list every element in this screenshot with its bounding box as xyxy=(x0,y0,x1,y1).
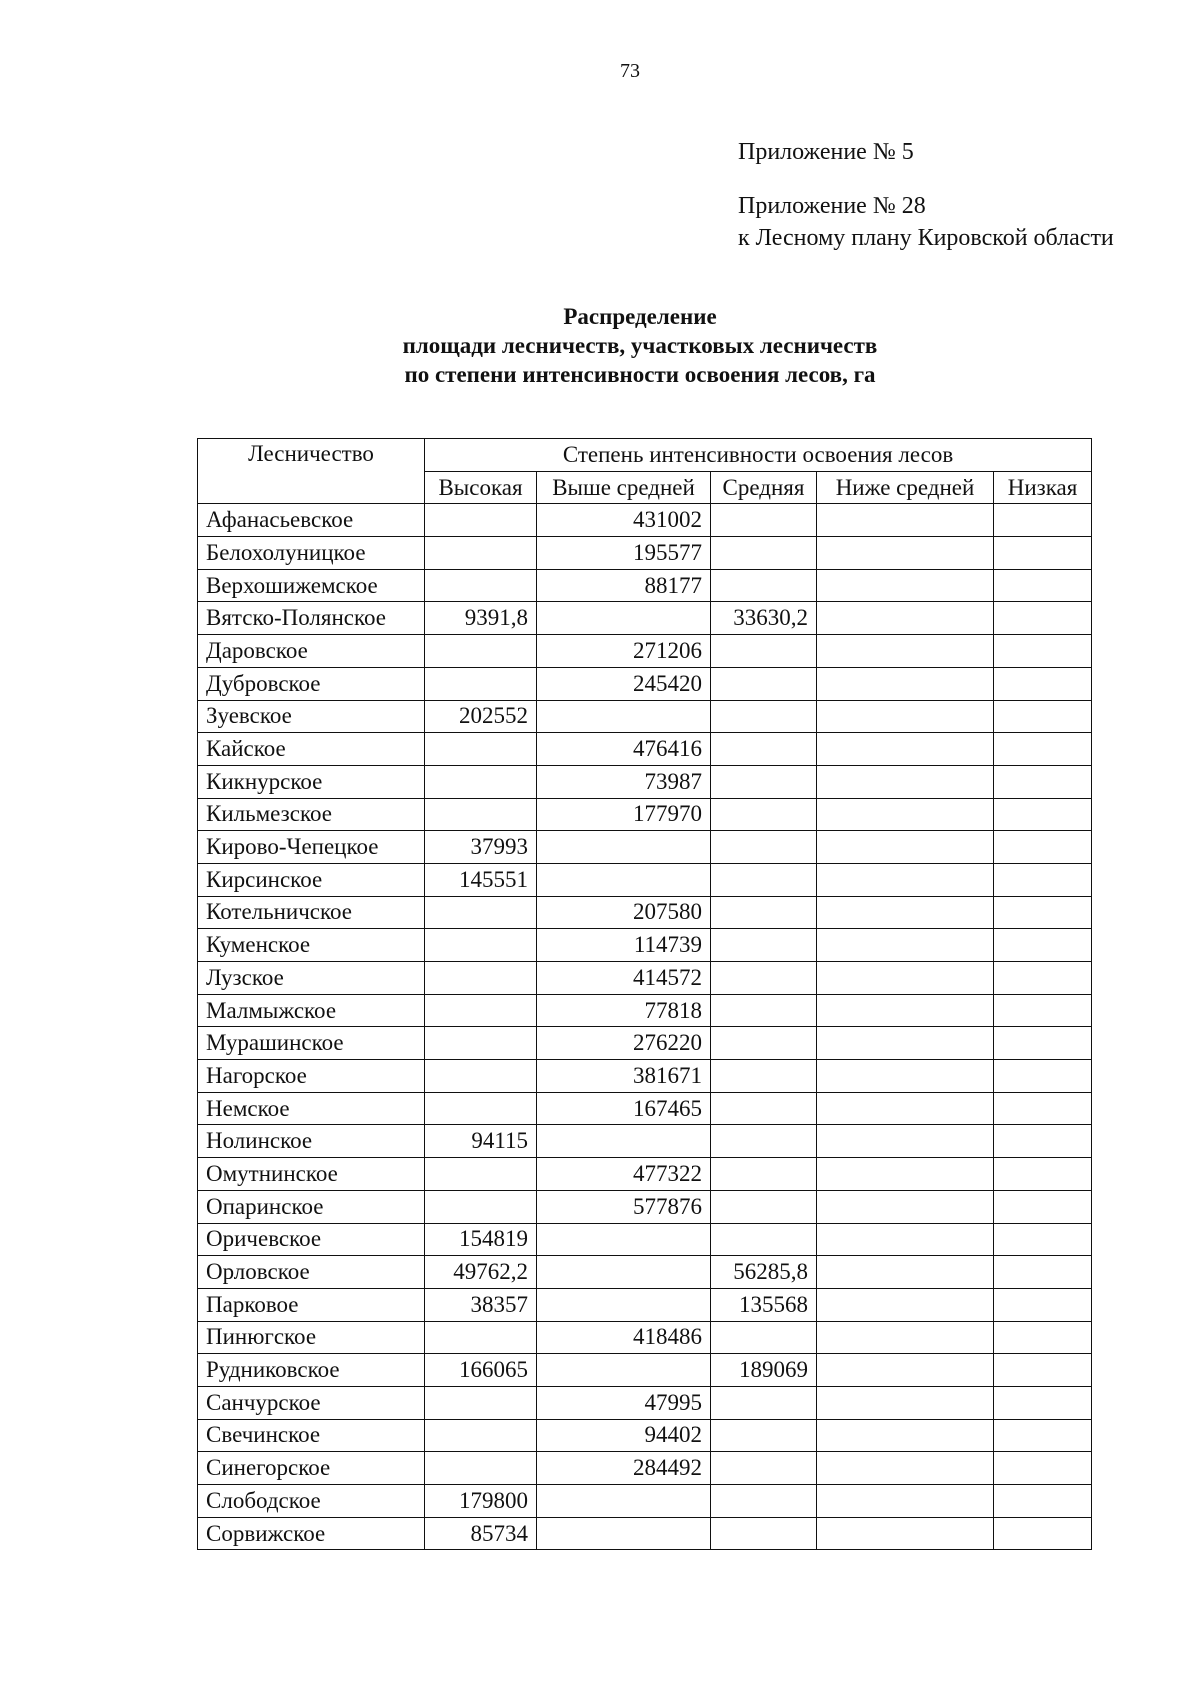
cell-below-average xyxy=(817,1485,994,1518)
cell-high xyxy=(425,994,537,1027)
cell-average xyxy=(711,569,817,602)
table-row xyxy=(198,1060,1092,1093)
cell-above-average: 418486 xyxy=(537,1321,711,1354)
cell-low xyxy=(994,896,1092,929)
table-row xyxy=(198,929,1092,962)
cell-above-average: 177970 xyxy=(537,798,711,831)
cell-average xyxy=(711,667,817,700)
cell-forestry-name: Сорвижское xyxy=(198,1517,425,1550)
cell-above-average: 77818 xyxy=(537,994,711,1027)
cell-above-average: 114739 xyxy=(537,929,711,962)
cell-below-average xyxy=(817,1452,994,1485)
cell-low xyxy=(994,863,1092,896)
cell-forestry-name: Орловское xyxy=(198,1256,425,1289)
cell-low xyxy=(994,1092,1092,1125)
cell-average: 135568 xyxy=(711,1288,817,1321)
cell-high xyxy=(425,1419,537,1452)
cell-above-average: 276220 xyxy=(537,1027,711,1060)
table-row xyxy=(198,1256,1092,1289)
cell-forestry-name: Слободское xyxy=(198,1485,425,1518)
cell-below-average xyxy=(817,831,994,864)
cell-high xyxy=(425,798,537,831)
cell-low xyxy=(994,1485,1092,1518)
cell-forestry-name: Дубровское xyxy=(198,667,425,700)
cell-forestry-name: Белохолуницкое xyxy=(198,537,425,570)
cell-above-average: 381671 xyxy=(537,1060,711,1093)
table-row xyxy=(198,1190,1092,1223)
cell-low xyxy=(994,602,1092,635)
cell-average xyxy=(711,863,817,896)
cell-below-average xyxy=(817,1288,994,1321)
header-high: Высокая xyxy=(425,471,537,504)
cell-low xyxy=(994,635,1092,668)
cell-high: 85734 xyxy=(425,1517,537,1550)
cell-low xyxy=(994,1419,1092,1452)
cell-average xyxy=(711,1223,817,1256)
cell-low xyxy=(994,1125,1092,1158)
cell-below-average xyxy=(817,1223,994,1256)
cell-forestry-name: Санчурское xyxy=(198,1386,425,1419)
cell-forestry-name: Малмыжское xyxy=(198,994,425,1027)
cell-above-average xyxy=(537,700,711,733)
cell-high xyxy=(425,569,537,602)
cell-average xyxy=(711,896,817,929)
table-row xyxy=(198,1517,1092,1550)
cell-above-average xyxy=(537,1223,711,1256)
cell-high xyxy=(425,1060,537,1093)
cell-average xyxy=(711,1060,817,1093)
cell-below-average xyxy=(817,1125,994,1158)
cell-high xyxy=(425,537,537,570)
cell-high: 154819 xyxy=(425,1223,537,1256)
cell-average xyxy=(711,1321,817,1354)
cell-low xyxy=(994,1060,1092,1093)
cell-low xyxy=(994,1386,1092,1419)
table-row xyxy=(198,831,1092,864)
cell-average xyxy=(711,798,817,831)
table-row xyxy=(198,1354,1092,1387)
cell-low xyxy=(994,1223,1092,1256)
cell-high xyxy=(425,929,537,962)
cell-forestry-name: Нагорское xyxy=(198,1060,425,1093)
cell-average xyxy=(711,1125,817,1158)
cell-below-average xyxy=(817,1158,994,1191)
cell-above-average: 167465 xyxy=(537,1092,711,1125)
cell-average xyxy=(711,1517,817,1550)
cell-forestry-name: Кикнурское xyxy=(198,765,425,798)
cell-above-average xyxy=(537,831,711,864)
cell-high xyxy=(425,635,537,668)
cell-low xyxy=(994,962,1092,995)
cell-above-average: 88177 xyxy=(537,569,711,602)
cell-average xyxy=(711,733,817,766)
cell-below-average xyxy=(817,537,994,570)
cell-low xyxy=(994,667,1092,700)
cell-forestry-name: Свечинское xyxy=(198,1419,425,1452)
cell-forestry-name: Синегорское xyxy=(198,1452,425,1485)
cell-average xyxy=(711,537,817,570)
table-row xyxy=(198,863,1092,896)
cell-high xyxy=(425,962,537,995)
cell-forestry-name: Куменское xyxy=(198,929,425,962)
appendix-28-block xyxy=(738,190,1114,254)
appendix-28-subtitle: к Лесному плану Кировской области xyxy=(738,225,1114,251)
cell-above-average: 414572 xyxy=(537,962,711,995)
table-row xyxy=(198,896,1092,929)
table-row xyxy=(198,1321,1092,1354)
cell-forestry-name: Кильмезское xyxy=(198,798,425,831)
cell-average xyxy=(711,700,817,733)
table-body xyxy=(198,504,1092,1550)
cell-above-average: 207580 xyxy=(537,896,711,929)
table-row xyxy=(198,1125,1092,1158)
cell-above-average: 195577 xyxy=(537,537,711,570)
cell-above-average: 431002 xyxy=(537,504,711,537)
cell-below-average xyxy=(817,1517,994,1550)
cell-below-average xyxy=(817,635,994,668)
cell-forestry-name: Рудниковское xyxy=(198,1354,425,1387)
cell-forestry-name: Афанасьевское xyxy=(198,504,425,537)
cell-high: 202552 xyxy=(425,700,537,733)
header-low: Низкая xyxy=(994,471,1092,504)
cell-forestry-name: Кирово-Чепецкое xyxy=(198,831,425,864)
cell-low xyxy=(994,733,1092,766)
table-row xyxy=(198,733,1092,766)
cell-high xyxy=(425,896,537,929)
cell-high xyxy=(425,765,537,798)
cell-below-average xyxy=(817,1354,994,1387)
cell-below-average xyxy=(817,602,994,635)
cell-low xyxy=(994,1256,1092,1289)
cell-average: 33630,2 xyxy=(711,602,817,635)
cell-below-average xyxy=(817,962,994,995)
cell-below-average xyxy=(817,994,994,1027)
cell-below-average xyxy=(817,1027,994,1060)
cell-below-average xyxy=(817,1060,994,1093)
table-row xyxy=(198,1452,1092,1485)
cell-below-average xyxy=(817,1092,994,1125)
table-row xyxy=(198,700,1092,733)
table-row xyxy=(198,994,1092,1027)
cell-low xyxy=(994,831,1092,864)
cell-forestry-name: Лузское xyxy=(198,962,425,995)
table-row xyxy=(198,569,1092,602)
cell-forestry-name: Нолинское xyxy=(198,1125,425,1158)
cell-above-average: 245420 xyxy=(537,667,711,700)
cell-average: 189069 xyxy=(711,1354,817,1387)
cell-forestry-name: Вятско-Полянское xyxy=(198,602,425,635)
page-number: 73 xyxy=(620,60,640,82)
cell-average xyxy=(711,831,817,864)
cell-high: 166065 xyxy=(425,1354,537,1387)
cell-low xyxy=(994,1517,1092,1550)
cell-low xyxy=(994,1027,1092,1060)
cell-below-average xyxy=(817,765,994,798)
cell-high xyxy=(425,1092,537,1125)
cell-above-average xyxy=(537,1517,711,1550)
cell-below-average xyxy=(817,863,994,896)
cell-above-average xyxy=(537,863,711,896)
cell-average: 56285,8 xyxy=(711,1256,817,1289)
cell-low xyxy=(994,569,1092,602)
cell-low xyxy=(994,700,1092,733)
cell-above-average: 47995 xyxy=(537,1386,711,1419)
cell-high xyxy=(425,504,537,537)
cell-low xyxy=(994,1452,1092,1485)
appendix-28-label: Приложение № 28 xyxy=(738,193,926,219)
cell-below-average xyxy=(817,1190,994,1223)
cell-forestry-name: Верхошижемское xyxy=(198,569,425,602)
cell-high xyxy=(425,667,537,700)
cell-forestry-name: Опаринское xyxy=(198,1190,425,1223)
title-line-3: по степени интенсивности освоения лесов, га xyxy=(404,362,876,387)
cell-below-average xyxy=(817,1256,994,1289)
cell-below-average xyxy=(817,700,994,733)
table-row xyxy=(198,537,1092,570)
cell-below-average xyxy=(817,929,994,962)
cell-forestry-name: Оричевское xyxy=(198,1223,425,1256)
table-row xyxy=(198,1419,1092,1452)
table-header-row-1 xyxy=(198,439,1092,472)
cell-above-average xyxy=(537,1125,711,1158)
cell-above-average: 476416 xyxy=(537,733,711,766)
cell-average xyxy=(711,1485,817,1518)
cell-below-average xyxy=(817,569,994,602)
document-title xyxy=(300,302,980,389)
cell-average xyxy=(711,1419,817,1452)
cell-above-average xyxy=(537,1354,711,1387)
header-forestry: Лесничество xyxy=(198,439,425,504)
cell-above-average: 477322 xyxy=(537,1158,711,1191)
cell-average xyxy=(711,1092,817,1125)
table-row xyxy=(198,1223,1092,1256)
cell-high: 38357 xyxy=(425,1288,537,1321)
cell-high xyxy=(425,1386,537,1419)
cell-average xyxy=(711,1190,817,1223)
cell-average xyxy=(711,929,817,962)
cell-above-average: 284492 xyxy=(537,1452,711,1485)
cell-forestry-name: Котельничское xyxy=(198,896,425,929)
header-intensity-degree: Степень интенсивности освоения лесов xyxy=(425,439,1092,472)
table-row xyxy=(198,798,1092,831)
cell-below-average xyxy=(817,1386,994,1419)
cell-high xyxy=(425,1027,537,1060)
title-line-1: Распределение xyxy=(563,304,717,329)
cell-forestry-name: Омутнинское xyxy=(198,1158,425,1191)
cell-low xyxy=(994,1354,1092,1387)
table-row xyxy=(198,1485,1092,1518)
cell-below-average xyxy=(817,504,994,537)
table-row xyxy=(198,602,1092,635)
cell-below-average xyxy=(817,798,994,831)
table-row xyxy=(198,765,1092,798)
cell-low xyxy=(994,1190,1092,1223)
cell-high xyxy=(425,733,537,766)
table-row xyxy=(198,1386,1092,1419)
cell-average xyxy=(711,635,817,668)
cell-high xyxy=(425,1158,537,1191)
cell-high: 9391,8 xyxy=(425,602,537,635)
header-average: Средняя xyxy=(711,471,817,504)
cell-average xyxy=(711,1027,817,1060)
cell-below-average xyxy=(817,1321,994,1354)
cell-below-average xyxy=(817,1419,994,1452)
cell-low xyxy=(994,537,1092,570)
cell-average xyxy=(711,765,817,798)
table-row xyxy=(198,1092,1092,1125)
cell-forestry-name: Пинюгское xyxy=(198,1321,425,1354)
table-row xyxy=(198,504,1092,537)
title-line-2: площади лесничеств, участковых лесничеств xyxy=(402,333,878,358)
cell-high: 145551 xyxy=(425,863,537,896)
header-above-average: Выше средней xyxy=(537,471,711,504)
cell-high: 94115 xyxy=(425,1125,537,1158)
cell-below-average xyxy=(817,733,994,766)
cell-high: 49762,2 xyxy=(425,1256,537,1289)
table-row xyxy=(198,1158,1092,1191)
cell-above-average xyxy=(537,1485,711,1518)
cell-forestry-name: Зуевское xyxy=(198,700,425,733)
header-below-average: Ниже средней xyxy=(817,471,994,504)
cell-above-average xyxy=(537,602,711,635)
cell-average xyxy=(711,994,817,1027)
cell-average xyxy=(711,504,817,537)
table-row xyxy=(198,1288,1092,1321)
cell-forestry-name: Немское xyxy=(198,1092,425,1125)
forestry-distribution-table xyxy=(197,438,1092,1550)
cell-below-average xyxy=(817,896,994,929)
table-row xyxy=(198,635,1092,668)
cell-low xyxy=(994,798,1092,831)
cell-above-average xyxy=(537,1288,711,1321)
cell-forestry-name: Мурашинское xyxy=(198,1027,425,1060)
cell-high: 179800 xyxy=(425,1485,537,1518)
cell-above-average xyxy=(537,1256,711,1289)
cell-above-average: 94402 xyxy=(537,1419,711,1452)
cell-high xyxy=(425,1190,537,1223)
cell-average xyxy=(711,1158,817,1191)
cell-above-average: 577876 xyxy=(537,1190,711,1223)
appendix-5-label: Приложение № 5 xyxy=(738,139,914,165)
cell-low xyxy=(994,765,1092,798)
cell-above-average: 271206 xyxy=(537,635,711,668)
cell-low xyxy=(994,1321,1092,1354)
table-row xyxy=(198,1027,1092,1060)
cell-below-average xyxy=(817,667,994,700)
cell-high xyxy=(425,1321,537,1354)
cell-forestry-name: Кирсинское xyxy=(198,863,425,896)
cell-average xyxy=(711,1452,817,1485)
cell-forestry-name: Парковое xyxy=(198,1288,425,1321)
cell-low xyxy=(994,1158,1092,1191)
cell-average xyxy=(711,1386,817,1419)
cell-low xyxy=(994,1288,1092,1321)
cell-low xyxy=(994,504,1092,537)
cell-low xyxy=(994,994,1092,1027)
cell-low xyxy=(994,929,1092,962)
cell-high: 37993 xyxy=(425,831,537,864)
cell-forestry-name: Даровское xyxy=(198,635,425,668)
table-row xyxy=(198,667,1092,700)
cell-forestry-name: Кайское xyxy=(198,733,425,766)
cell-high xyxy=(425,1452,537,1485)
cell-above-average: 73987 xyxy=(537,765,711,798)
table-row xyxy=(198,962,1092,995)
cell-average xyxy=(711,962,817,995)
